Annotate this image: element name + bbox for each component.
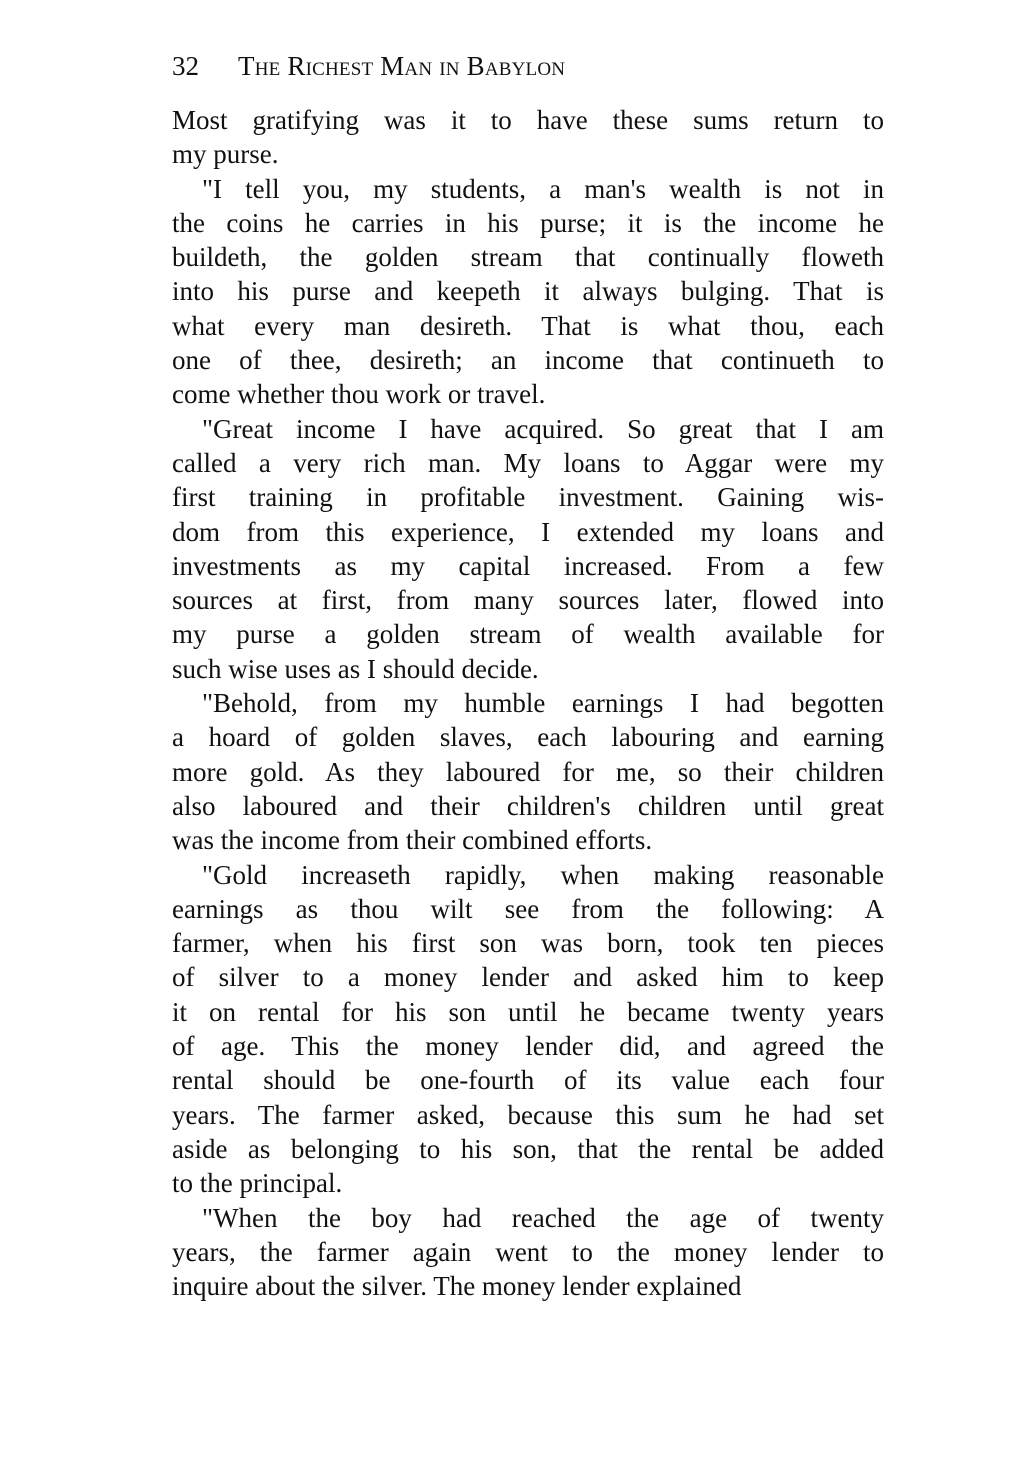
text-line: of age. This the money lender did, and agreed the (172, 1031, 884, 1062)
text-line: years. The farmer asked, because this sum he had set (172, 1099, 884, 1130)
text-line: Most gratifying was it to have these sums return to (172, 105, 884, 135)
text-line: years, the farmer again went to the money lender to (172, 1236, 884, 1267)
text-line: "Great income I have acquired. So great that I am (202, 413, 884, 444)
running-header (172, 48, 884, 84)
text-line: come whether thou work or travel. (172, 379, 546, 410)
text-line: my purse. (172, 139, 279, 170)
body-text (172, 103, 884, 1303)
text-line: sources at first, from many sources later, flowed into (172, 585, 884, 616)
text-line: also laboured and their children's children until great (172, 790, 884, 821)
book-title: The Richest Man in Babylon (238, 51, 566, 81)
text-line: was the income from their combined efforts. (172, 825, 653, 856)
page-number: 32 (172, 51, 199, 81)
text-line: one of thee, desireth; an income that continueth to (172, 345, 884, 376)
text-line: into his purse and keepeth it always bulging. That is (172, 276, 884, 307)
text-line: more gold. As they laboured for me, so their children (172, 756, 884, 787)
text-line: such wise uses as I should decide. (172, 653, 539, 684)
text-line: earnings as thou wilt see from the following: A (172, 893, 884, 924)
text-line: what every man desireth. That is what thou, each (172, 310, 884, 341)
text-line: to the principal. (172, 1168, 343, 1199)
text-line: a hoard of golden slaves, each labouring and earning (172, 722, 884, 753)
text-line: investments as my capital increased. From a few (172, 550, 884, 581)
text-line: "Gold increaseth rapidly, when making reasonable (202, 859, 884, 890)
text-line: first training in profitable investment. Gaining wis- (172, 482, 884, 513)
text-line: my purse a golden stream of wealth available for (172, 619, 884, 650)
text-line: called a very rich man. My loans to Aggar were my (172, 447, 884, 478)
text-line: "When the boy had reached the age of twenty (202, 1202, 884, 1233)
text-line: it on rental for his son until he became twenty years (172, 996, 884, 1027)
text-line: "I tell you, my students, a man's wealth is not in (202, 173, 884, 204)
text-line: dom from this experience, I extended my loans and (172, 516, 884, 547)
text-line: aside as belonging to his son, that the rental be added (172, 1133, 884, 1164)
text-line: the coins he carries in his purse; it is the income he (172, 207, 884, 238)
text-line: "Behold, from my humble earnings I had begotten (202, 688, 884, 719)
text-line: farmer, when his first son was born, took ten pieces (172, 928, 884, 959)
text-line: rental should be one-fourth of its value each four (172, 1065, 884, 1096)
text-line: inquire about the silver. The money lender explained (172, 1271, 742, 1302)
text-line: of silver to a money lender and asked him to keep (172, 962, 884, 993)
text-line: buildeth, the golden stream that continually floweth (172, 242, 884, 273)
